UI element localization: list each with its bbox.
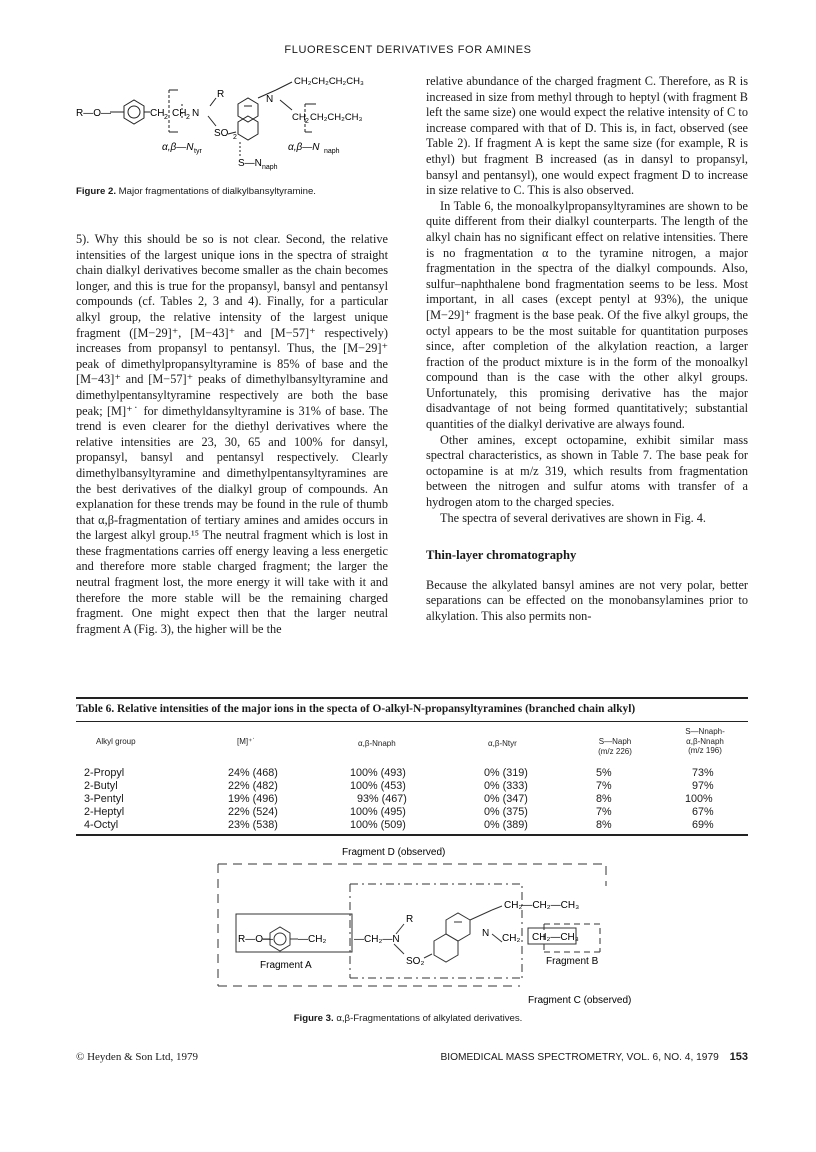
table-cell: 0% (389) (484, 819, 528, 831)
fig2-bottom-chain-b: CH₂CH₂CH₃ (310, 112, 363, 123)
fig3-so2: SO₂ (406, 956, 425, 967)
table-cell: 69% (692, 819, 714, 831)
fig3-chain-top: CH₂—CH₂—CH₃ (504, 900, 580, 911)
fig2-ch2-b: CH (172, 108, 187, 119)
table-cell: 22% (524) (228, 806, 278, 818)
table-cell: 100% (509) (350, 819, 406, 831)
fig3-n: N (482, 928, 490, 939)
fig2-r-top: R (217, 89, 225, 100)
table-cell: 2-Butyl (84, 780, 118, 792)
fig2-r-o: R—O— (76, 108, 111, 119)
table-cell: 100% (493) (350, 767, 406, 779)
table-cell: 7% (596, 806, 612, 818)
th-snaph-l2: (m/z 226) (598, 746, 632, 756)
table-bottom-rule (76, 834, 748, 836)
running-head: FLUORESCENT DERIVATIVES FOR AMINES (284, 44, 532, 56)
fig2-alpha-tyr: α,β—N (162, 142, 194, 153)
table-cell: 100% (685, 793, 713, 805)
left-column (76, 232, 388, 637)
figure-2-text: Major fragmentations of dialkylbansyltyramine. (118, 186, 316, 197)
table-cell: 0% (333) (484, 780, 528, 792)
right-paragraph-1: relative abundance of the charged fragment C. Therefore, as R is increased in size from methyl through to heptyl (with fragment B left the same size) one would expect the relative intensity of C to increase compared with that of D. This is, in fact, observed (see Table 2). If fragment A is kept the same size (for example, R is ethyl) but fragment B increased (as in dansyl to propansyl, bansyl and pentansyl), one would expect fragment D to increase in size relative to C. This is also observed. (426, 74, 748, 198)
figure-3-label: Figure 3. (293, 1013, 334, 1024)
table-cell: 100% (453) (350, 780, 406, 792)
table-6 (76, 703, 748, 715)
fig3-ch2-1: —CH₂ (298, 934, 327, 945)
table-cell: 23% (538) (228, 819, 278, 831)
right-paragraph-2: In Table 6, the monoalkylpropansyltyramines are shown to be quite different from their dialkyl counterparts. The length of the alkyl chain has no significant effect on relative intensities. There is no fragmentation α to the tyramine nitrogen, a major fragmentation in the spectra of the dialkyl compounds. Also, sulfur–naphthalene bond fragmentation seems to be less. Most important, in all cases (except pentyl at 93%), the unique [M−29]⁺ fragment is the base peak. Of the five alkyl groups, the octyl appears to be the most suitable for quantitation purposes since, after completion of the alkylation reaction, a larger fraction of the product mixture is in the form of the monoalkyl compound than is the case with the other alkyl groups. Unfortunately, this promising derivative has the major disadvantage of not being formed quantitatively; substantial quantities of the dialkyl derivative are always found. (426, 198, 748, 432)
fig2-ch2-a: CH (150, 108, 165, 119)
th-snaph-l1: S—Naph (598, 737, 632, 746)
page-number: 153 (729, 1051, 748, 1063)
th-snaph (580, 737, 650, 756)
figure-3-caption (0, 1013, 816, 1024)
fig2-n-left: N (192, 108, 200, 119)
table-cell: 3-Pentyl (84, 793, 124, 805)
table-cell: 73% (692, 767, 714, 779)
svg-text:2: 2 (164, 114, 168, 121)
figure-2-structure (76, 70, 416, 182)
table-cell: 0% (375) (484, 806, 528, 818)
table-cell: 19% (496) (228, 793, 278, 805)
fig2-s-nnaph: S—N (238, 158, 262, 169)
fig3-fragment-b: Fragment B (546, 956, 599, 967)
svg-text:2: 2 (186, 114, 190, 121)
table-cell: 0% (319) (484, 767, 528, 779)
footer-left: © Heyden & Son Ltd, 1979 (76, 1051, 199, 1063)
fig3-fragment-d: Fragment D (observed) (342, 847, 446, 858)
right-paragraph-5: Because the alkylated bansyl amines are not very polar, better separations can be effected on the monobansylamines prior to alkylation. This also permits non- (426, 577, 748, 623)
figure-3-structure (210, 842, 640, 1010)
figure-2-label: Figure 2. (76, 186, 116, 197)
fig3-fragment-c: Fragment C (observed) (528, 995, 632, 1006)
th-sn (670, 727, 740, 756)
table-6-caption: Table 6. Relative intensities of the major ions in the specta of O-alkyl-N-propansyltyramines (branched chain alkyl) (76, 703, 636, 715)
fig3-chain-bot-1: CH₂ (502, 933, 521, 944)
fig2-top-chain: CH₂CH₂CH₂CH₃ (294, 76, 364, 87)
table-cell: 5% (596, 767, 612, 779)
right-column (426, 74, 748, 625)
figure-2-caption (76, 186, 316, 197)
fig2-naph-sub: naph (262, 164, 278, 171)
th-m: [M]⁺˙ (237, 737, 255, 746)
right-paragraph-4: The spectra of several derivatives are shown in Fig. 4. (440, 510, 707, 525)
table-cell: 8% (596, 819, 612, 831)
section-heading-tlc: Thin-layer chromatography (426, 548, 577, 563)
fig2-tyr-sub: tyr (194, 148, 202, 155)
table-top-rule (76, 697, 748, 699)
table-header-rule (76, 721, 748, 722)
footer-right (440, 1051, 748, 1063)
th-sn-l3: (m/z 196) (688, 746, 722, 755)
table-cell: 97% (692, 780, 714, 792)
right-paragraph-3: Other amines, except octopamine, exhibit similar mass spectral characteristics, as shown in Table 7. The base peak for octopamine is at m/z 319, which results from fragmentation between the nitrogen and sulfur atoms with transfer of a hydrogen atom to the charged species. (426, 432, 748, 510)
fig2-alpha-naph: α,β—N (288, 142, 320, 153)
fig2-n-right: N (266, 94, 274, 105)
table-cell: 0% (347) (484, 793, 528, 805)
fig2-so2: SO (214, 128, 229, 139)
table-cell: 2-Propyl (84, 767, 125, 779)
th-sn-l1: S—Nnaph- (685, 727, 725, 736)
th-anaph: α,β-Nnaph (358, 739, 396, 748)
table-cell: 100% (495) (350, 806, 406, 818)
table-cell: 22% (482) (228, 780, 278, 792)
fig3-chain-bot-2: CH₂—CH₃ (532, 932, 579, 943)
table-cell: 4-Octyl (84, 819, 119, 831)
fig3-ch2-2: —CH₂—N (354, 934, 400, 945)
fig3-fragment-a: Fragment A (260, 960, 312, 971)
table-cell: 8% (596, 793, 612, 805)
th-alkyl-group: Alkyl group (96, 737, 136, 746)
left-paragraph-1: 5). Why this should be so is not clear. Second, the relative intensities of the largest unique ions in the spectra of straight chain dialkyl derivatives become smaller as the chain becomes longer, and this is true for the propansyl, bansyl and pentansyl compounds (cf. Tables 2, 3 and 4). Finally, for a particular alkyl group, the relative intensity of the largest unique fragment ([M−29]⁺, [M−43]⁺ and [M−57]⁺ respectively) increases from propansyl to pentansyl. Thus, the [M−29]⁺ peak of dimethylpropansyltyramine is 85% of base and the [M−43]⁺ and [M−57]⁺ peaks of dimethylbansyltyramine and dimethylpentansyltyramine respectively are both the base peak; [M]⁺˙ for dimethyldansyltyramine is 31% of base. The trend is even clearer for the diethyl derivatives where the relative intensities are 23, 30, 65 and 100% for dansyl, propansyl, bansyl and pentansyl respectively. Clearly dimethylbansyltyramine and dimethylpentansyltyramines are the best derivatives of the dialkyl group of compounds. An explanation for these trends may be found in the rule of thumb that α,β-fragmentation of tertiary amines and amides occurs in the largest alkyl group.¹⁵ The neutral fragment which is lost in these fragmentations carries off energy leaving a less energetic and therefore more stable charged fragment; the larger the neutral fragment lost, the more energy it will take with it and therefore the more stable will be the remaining charged fragment. One might expect then that the larger neutral fragment A (Fig. 3), the higher will be the (76, 232, 388, 636)
fig3-r-o: R—O— (238, 934, 273, 945)
th-sn-l2: α,β-Nnaph (686, 736, 724, 746)
svg-text:2: 2 (233, 134, 237, 141)
svg-text:2: 2 (305, 118, 309, 125)
fig3-r: R (406, 914, 414, 925)
svg-text:naph: naph (324, 148, 340, 155)
table-cell: 24% (468) (228, 767, 278, 779)
journal-info: BIOMEDICAL MASS SPECTROMETRY, VOL. 6, NO. 4, 1979 (440, 1052, 719, 1063)
table-cell: 2-Heptyl (84, 806, 125, 818)
th-atyr: α,β-Ntyr (488, 739, 517, 748)
table-cell: 7% (596, 780, 612, 792)
table-cell: 67% (692, 806, 714, 818)
figure-3-text: α,β-Fragmentations of alkylated derivatives. (336, 1013, 523, 1024)
fig2-bottom-chain-a: CH (292, 112, 306, 123)
table-cell: 93% (467) (357, 793, 407, 805)
